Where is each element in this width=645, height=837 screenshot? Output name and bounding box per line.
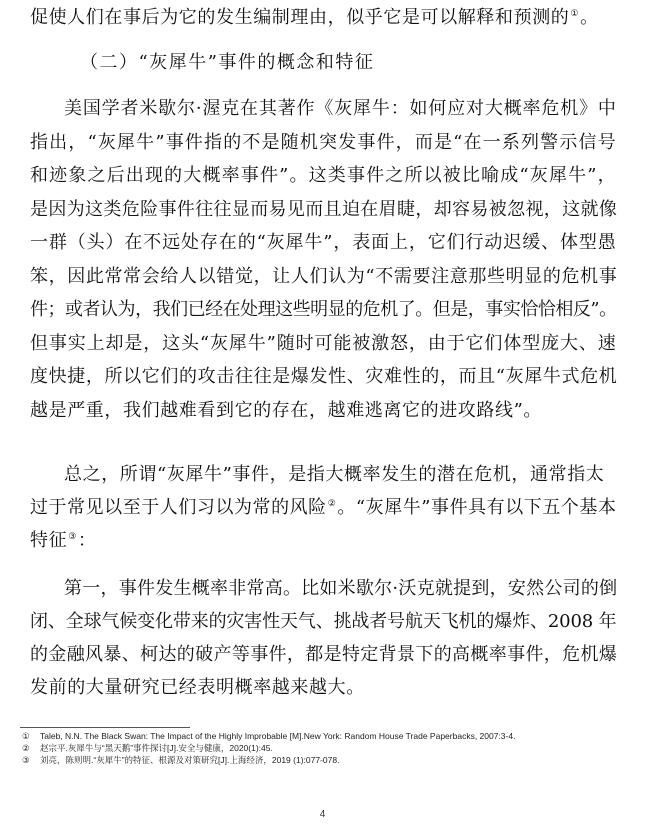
- footnote-text: 刘亮，陈则明.“灰犀牛”的特征、根源及对策研究[J].上海经济，2019 (1):077-078.: [40, 755, 340, 765]
- footnote-text: Taleb, N.N. The Black Swan: The Impact of the Highly Improbable [M].New York: Random House Trade Paperbacks, 2007:3-4.: [40, 731, 516, 741]
- paragraph-intro-line: [30, 7, 617, 29]
- summary-line-3: [30, 530, 617, 552]
- summary-line-1: 总之，所谓“灰犀牛”事件，是指大概率发生的潜在危机，通常指太: [64, 464, 605, 485]
- footnote-text: 赵宗平.灰犀牛与“黑天鹅”事件探讨[J].安全与健康，2020(1):45.: [40, 743, 273, 753]
- footnote-2: [22, 743, 273, 754]
- footnote-3: [22, 755, 339, 766]
- footnote-ref-3[interactable]: ③: [68, 532, 77, 542]
- paragraph-intro-end: 。: [580, 7, 599, 28]
- summary-line-2-text-a: 过于常见以至于人们习以为常的风险: [30, 497, 327, 518]
- first-feature-line-3: 的金融风暴、柯达的破产等事件，都是特定背景下的高概率事件，危机爆: [30, 644, 618, 665]
- paragraph-intro-text: 促使人们在事后为它的发生编制理由，似乎它是可以解释和预测的: [30, 7, 570, 28]
- footnote-ref-1[interactable]: ①: [570, 9, 580, 19]
- summary-line-2: [30, 497, 616, 519]
- first-feature-line-4: 发前的大量研究已经表明概率越来越大。: [30, 677, 365, 698]
- concept-line-2: 指出，“灰犀牛”事件指的不是随机突发事件，而是“在一系列警示信号: [30, 131, 617, 153]
- concept-line-5: 一群（头）在不远处存在的“灰犀牛”，表面上，它们行动迟缓、体型愚: [30, 232, 617, 253]
- summary-line-3-text-a: 特征: [30, 530, 68, 551]
- first-feature-line-1: 第一，事件发生概率非常高。比如米歇尔·沃克就提到，安然公司的倒: [64, 578, 618, 599]
- section-heading: （二）“灰犀牛”事件的概念和特征: [80, 52, 375, 73]
- concept-line-6: 笨，因此常常会给人以错觉，让人们认为“不需要注意那些明显的危机事: [30, 265, 618, 287]
- concept-line-1: 美国学者米歇尔·渥克在其著作《灰犀牛：如何应对大概率危机》中: [64, 98, 617, 119]
- concept-line-4: 是因为这类危险事件往往显而易见而且迫在眉睫，却容易被忽视，这就像: [30, 198, 618, 220]
- concept-line-9: 度快捷，所以它们的攻击往往是爆发性、灾难性的，而且“灰犀牛式危机: [30, 366, 618, 387]
- summary-line-2-text-b: 。“灰犀牛”事件具有以下五个基本: [337, 497, 617, 518]
- concept-line-8: 但事实上却是，这头“灰犀牛”随时可能被激怒，由于它们体型庞大、速: [30, 332, 617, 354]
- concept-line-3: 和迹象之后出现的大概率事件”。这类事件之所以被比喻成“灰犀牛”，: [30, 165, 617, 186]
- footnote-mark: ③: [22, 755, 30, 765]
- footnote-ref-2[interactable]: ②: [327, 499, 337, 509]
- concept-line-7: 件；或者认为，我们已经在处理这些明显的危机了。但是，事实恰恰相反”。: [30, 299, 617, 320]
- first-feature-line-2: 闭、全球气候变化带来的灾害性天气、挑战者号航天飞机的爆炸、2008 年: [30, 611, 617, 632]
- footnote-mark: ①: [22, 731, 30, 741]
- footnote-mark: ②: [22, 743, 30, 753]
- summary-line-3-text-b: ：: [77, 530, 97, 551]
- footnote-divider: [20, 727, 190, 728]
- footnote-1: [22, 731, 515, 742]
- concept-line-10: 越是严重，我们越难看到它的存在，越难逃离它的进攻路线”。: [30, 399, 542, 421]
- page-number: 4: [319, 809, 326, 820]
